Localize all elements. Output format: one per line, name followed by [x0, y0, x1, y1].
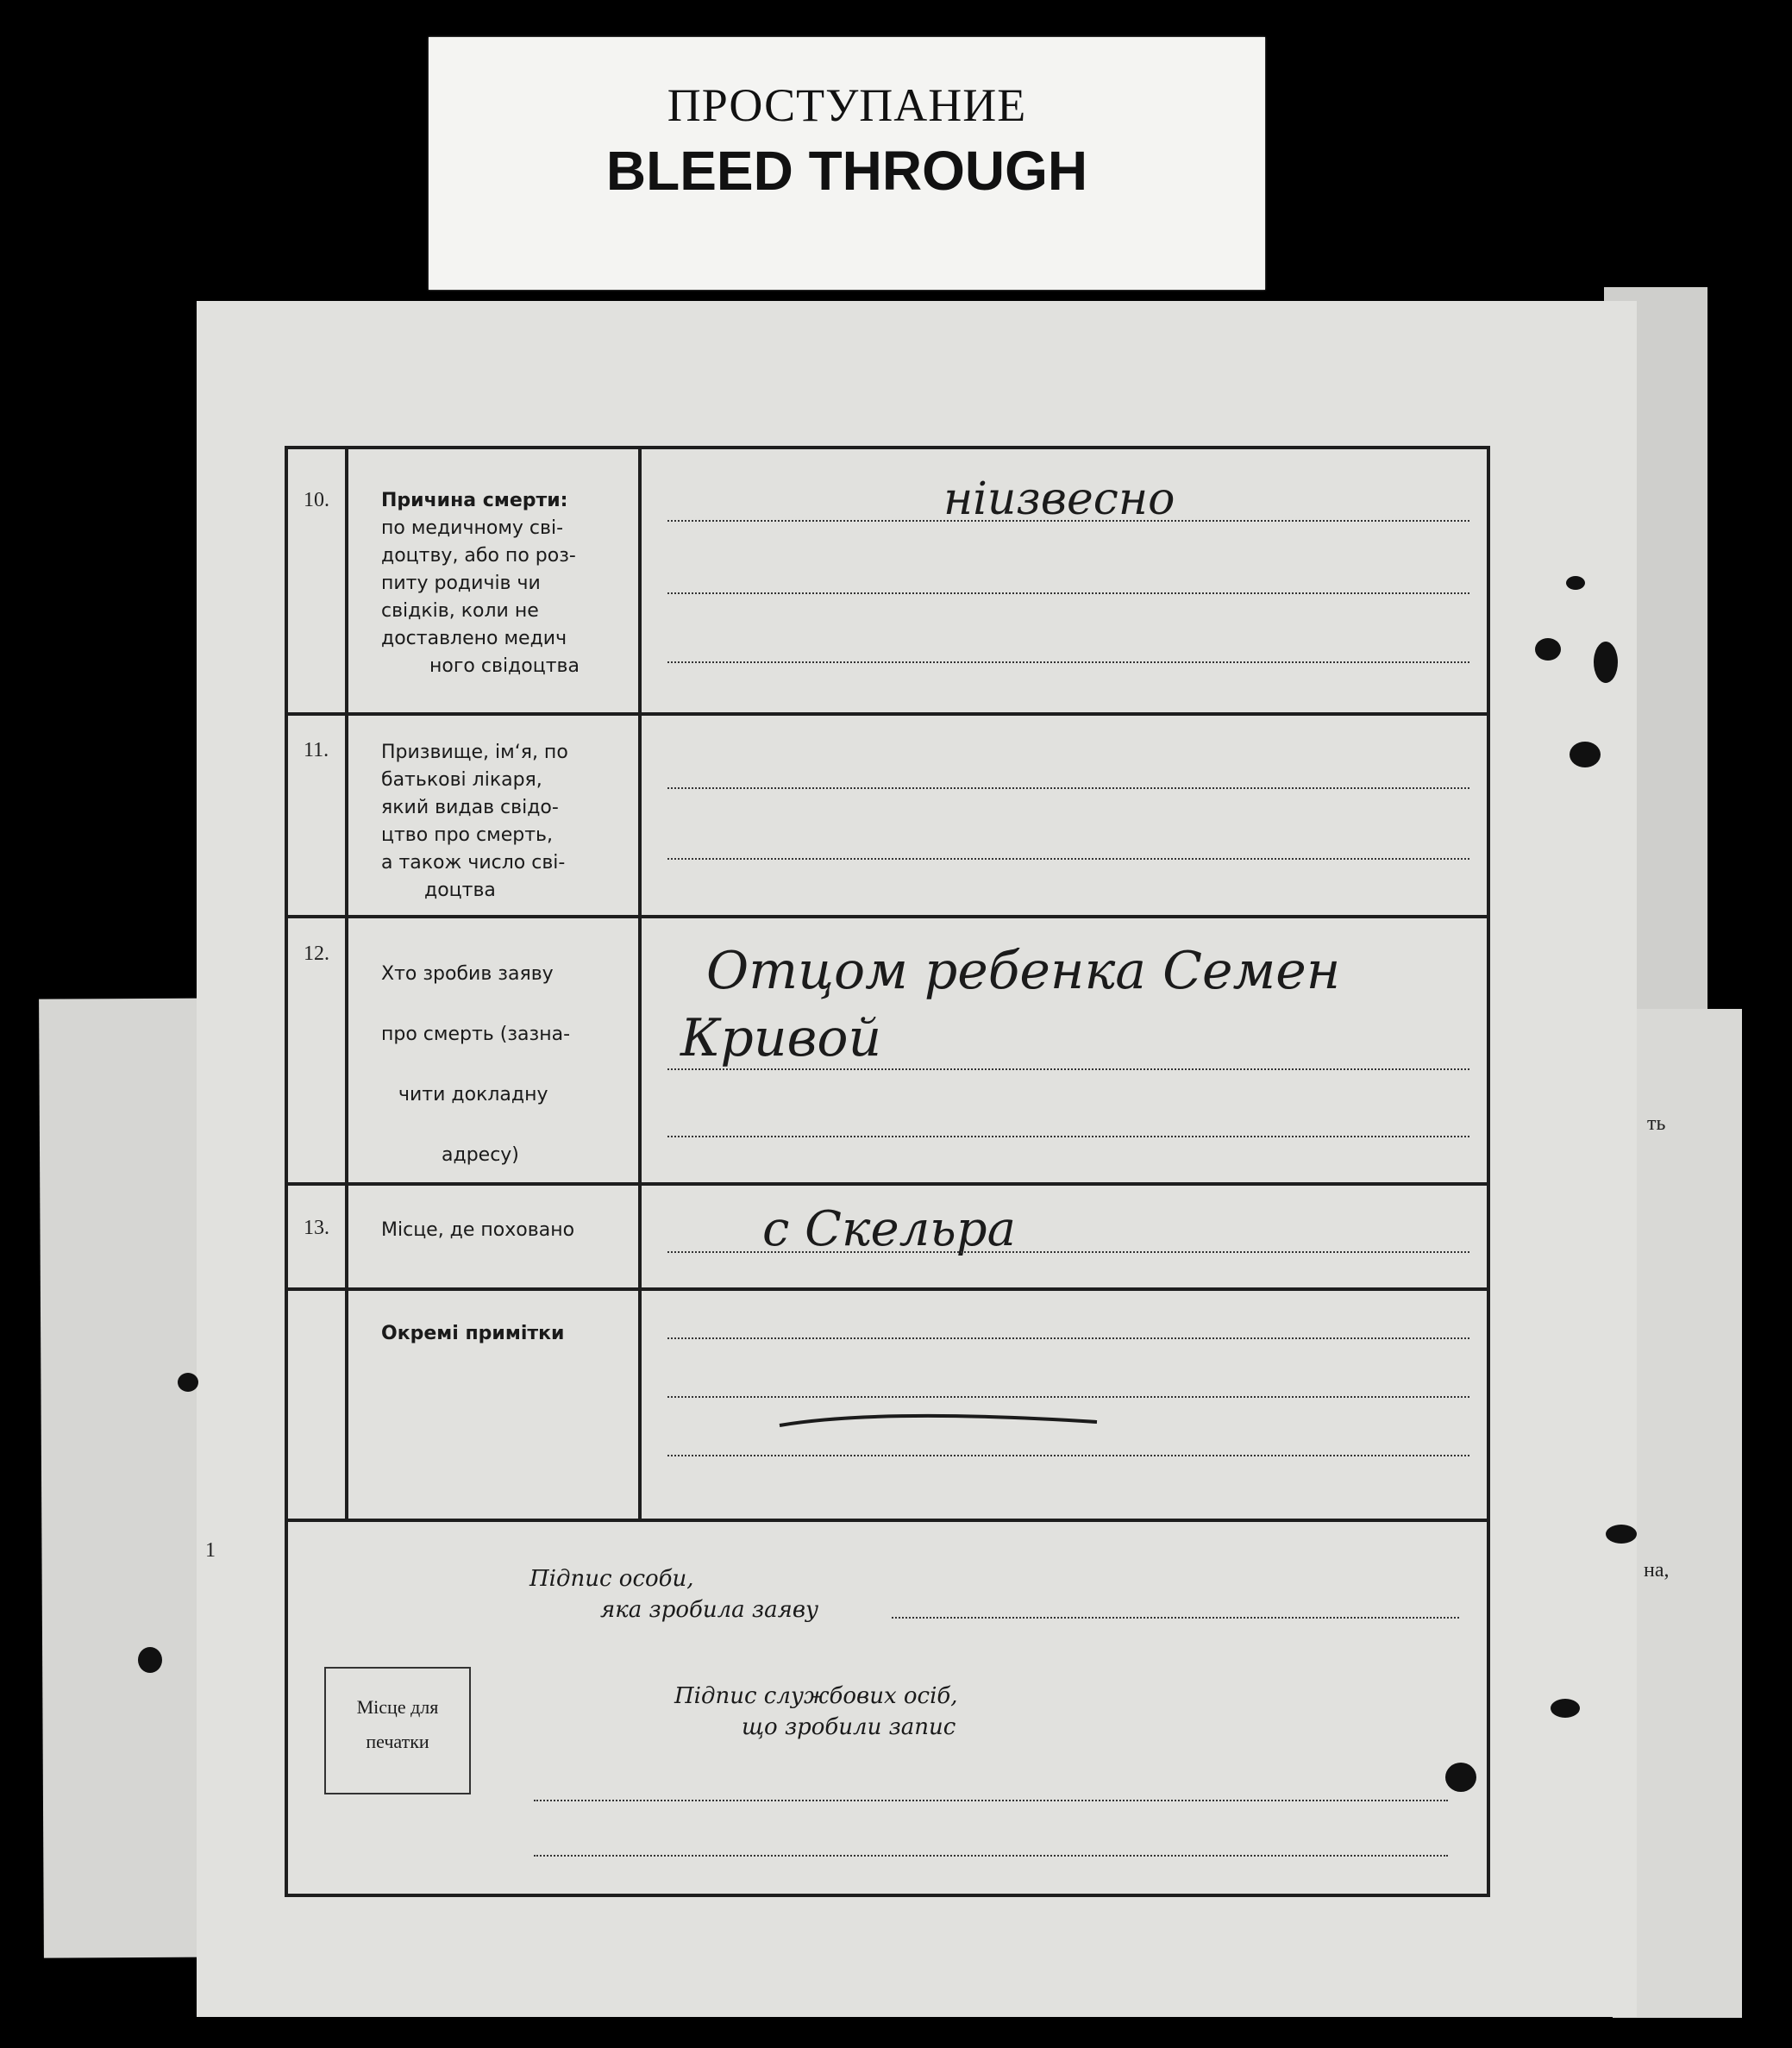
bleed-through-label-card: [429, 37, 1265, 290]
pen-stroke: [780, 1416, 1097, 1425]
row-divider: [288, 1287, 1487, 1291]
label-line: а також число сві-: [381, 852, 566, 874]
punch-hole: [138, 1647, 162, 1673]
applicant-signature-line: [892, 1617, 1459, 1619]
label-line: Підпис службових осіб,: [674, 1683, 958, 1709]
applicant-signature-label: [529, 1563, 818, 1625]
punch-hole: [178, 1373, 198, 1392]
label-line: про смерть (зазна-: [381, 1024, 571, 1045]
entry-line: [667, 1068, 1469, 1070]
punch-hole: [1606, 1525, 1637, 1544]
row-divider: [288, 915, 1487, 918]
label-line: Причина смерти:: [381, 490, 568, 511]
label-line: питу родичів чи: [381, 573, 541, 594]
entry-line: [667, 787, 1469, 789]
row-label-burial-place: [381, 1217, 640, 1244]
label-line: свідків, коли не: [381, 600, 539, 622]
label-card-english: BLEED THROUGH: [605, 140, 1088, 202]
row-label-declarant: [381, 944, 628, 1186]
row-divider: [288, 712, 1487, 716]
row-number: 12.: [304, 943, 329, 965]
handwritten-cause-of-death: нiизвесно: [943, 473, 1175, 525]
label-card-russian: ПРОСТУПАНИЕ: [667, 79, 1027, 131]
stamp-place-box: [324, 1667, 471, 1794]
row-number: 11.: [304, 739, 329, 761]
entry-line: [667, 1251, 1469, 1253]
row-label-doctor-name: [381, 739, 628, 905]
entry-line: [667, 1337, 1469, 1339]
entry-line: [667, 592, 1469, 594]
entry-line: [667, 1396, 1469, 1398]
label-line: адресу): [442, 1144, 519, 1166]
officials-signature-line: [534, 1800, 1448, 1801]
officials-signature-label: [674, 1681, 958, 1743]
label-line: доцтву, або по роз-: [381, 545, 576, 567]
label-line: чити докладну: [398, 1084, 548, 1105]
edge-fragment-left-1: 1: [205, 1539, 216, 1562]
label-line: доцтва: [424, 880, 496, 901]
edge-fragment-right-2: на,: [1644, 1559, 1670, 1581]
handwritten-declarant-surname: Кривой: [680, 1008, 882, 1068]
label-line: який видав свідо-: [381, 797, 559, 818]
row-label-remarks: [381, 1320, 640, 1348]
label-line: цтво про смерть,: [381, 824, 553, 846]
entry-line: [667, 1455, 1469, 1456]
label-line: Місце, де поховано: [381, 1219, 575, 1241]
stamp-label-line: печатки: [366, 1731, 429, 1752]
column-divider: [638, 449, 642, 1519]
row-label-cause-of-death: [381, 487, 628, 680]
handwritten-burial-place: с Скельра: [762, 1201, 1016, 1257]
label-line: по медичному сві-: [381, 517, 564, 539]
entry-line: [667, 661, 1469, 663]
column-divider: [345, 449, 348, 1519]
entry-line: [667, 858, 1469, 860]
handwritten-declarant: Отцом ребенка Семен: [706, 941, 1341, 1001]
handwritten-stroke: [778, 1406, 1106, 1432]
row-number: 13.: [304, 1217, 329, 1239]
label-line: що зробили запис: [742, 1714, 956, 1740]
label-line: ного свідоцтва: [429, 655, 580, 677]
punch-hole: [1535, 638, 1561, 661]
punch-hole: [1566, 576, 1585, 590]
label-line: батькові лікаря,: [381, 769, 542, 791]
officials-signature-line: [534, 1855, 1448, 1857]
label-line: Підпис особи,: [529, 1566, 694, 1592]
punch-hole: [1551, 1699, 1580, 1718]
stamp-label-line: Місце для: [356, 1696, 439, 1718]
label-line: Окремі примітки: [381, 1323, 565, 1344]
punch-hole: [1570, 742, 1601, 767]
label-line: Призвище, ім‘я, по: [381, 742, 568, 763]
punch-hole: [1594, 642, 1618, 683]
row-divider: [288, 1519, 1487, 1522]
entry-line: [667, 1136, 1469, 1137]
label-line: яка зробила заяву: [600, 1597, 819, 1623]
label-line: доставлено медич: [381, 628, 567, 649]
row-number: 10.: [304, 489, 329, 511]
edge-fragment-right-1: ть: [1647, 1112, 1666, 1135]
label-line: Хто зробив заяву: [381, 963, 554, 985]
death-record-form: [285, 446, 1490, 1897]
entry-line: [667, 520, 1469, 522]
